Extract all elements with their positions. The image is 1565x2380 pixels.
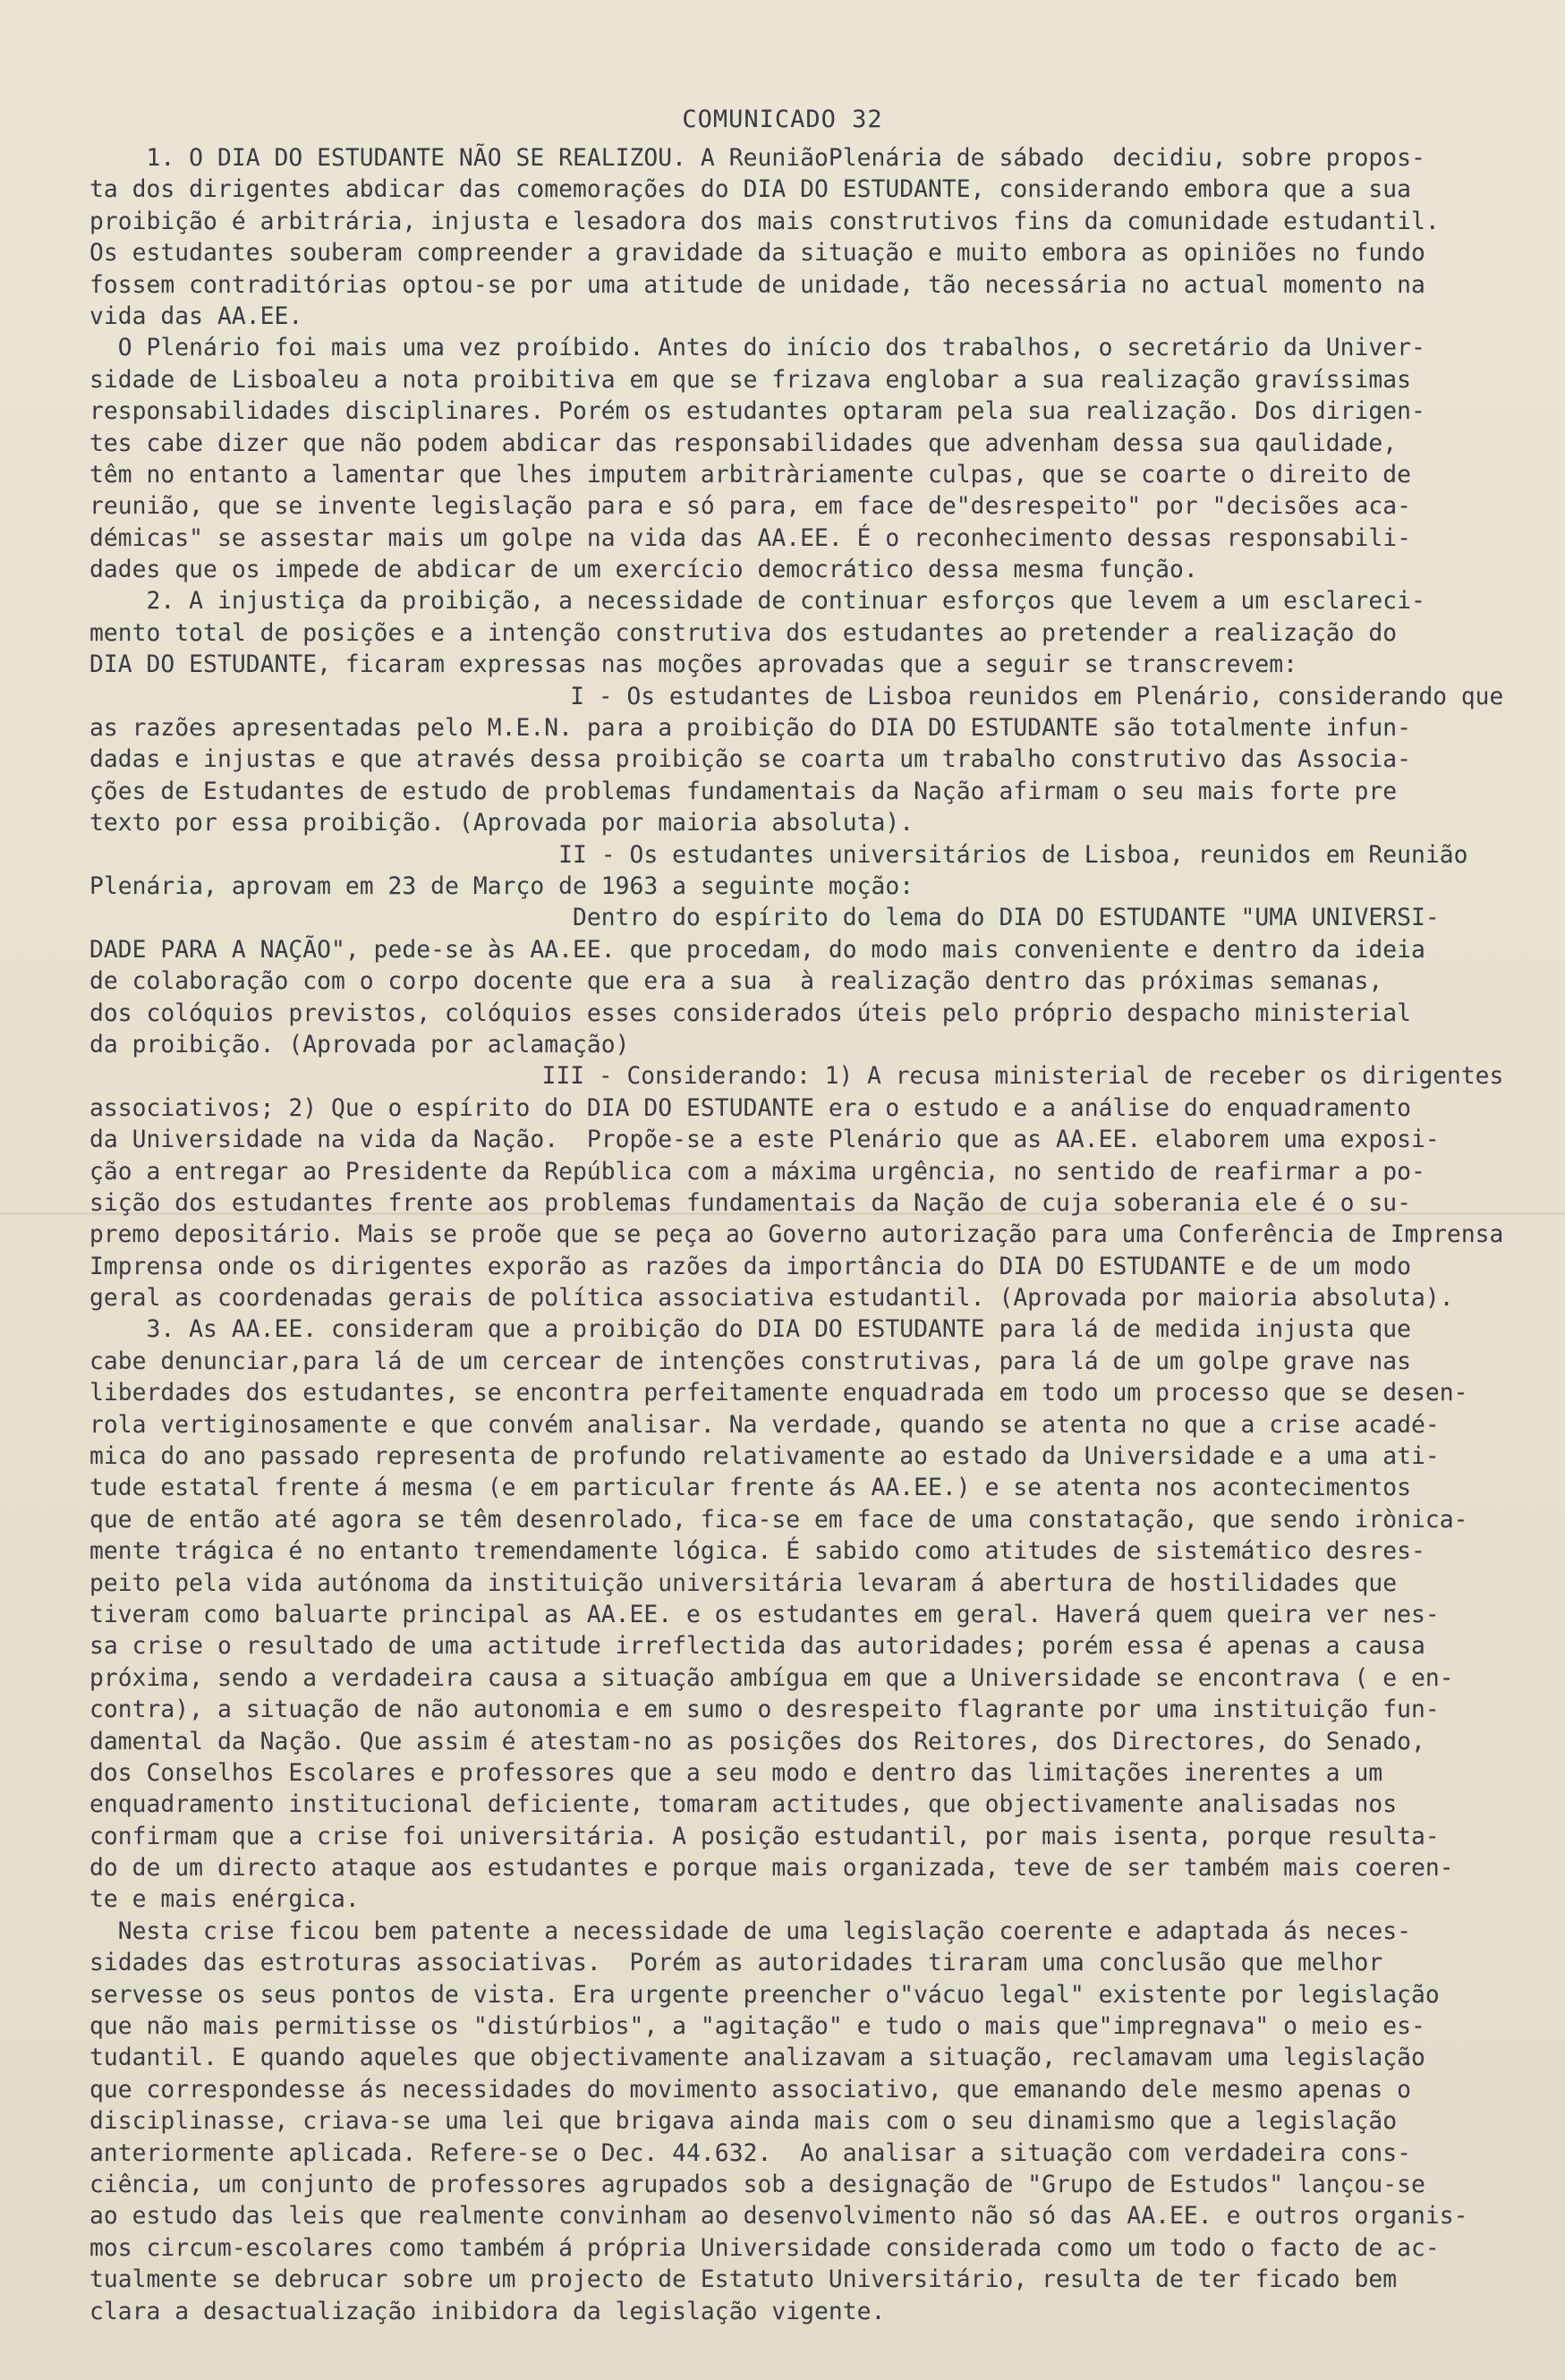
text-line: 1. O DIA DO ESTUDANTE NÃO SE REALIZOU. A ReuniãoPlenária de sábado decidiu, sobre propos- xyxy=(89,145,1425,172)
text-line: Nesta crise ficou bem patente a necessidade de uma legislação coerente e adaptada ás neces- xyxy=(89,1917,1412,1945)
text-line: que de então até agora se têm desenrolado, fica-se em face de uma constatação, que sendo irònica- xyxy=(89,1506,1468,1534)
text-line: reunião, que se invente legislação para e só para, em face de"desrespeito" por "decisões aca- xyxy=(89,493,1412,521)
text-line: mos circum-escolares como também á própria Universidade considerada como um todo o facto de ac- xyxy=(89,2234,1440,2262)
text-line: tude estatal frente á mesma (e em particular frente ás AA.EE.) e se atenta nos acontecimentos xyxy=(89,1475,1412,1502)
text-line: ta dos dirigentes abdicar das comemorações do DIA DO ESTUDANTE, considerando embora que a sua xyxy=(89,176,1412,204)
text-line: I - Os estudantes de Lisboa reunidos em Plenário, considerando que xyxy=(89,683,1504,710)
text-line: sidade de Lisboaleu a nota proibitiva em que se frizava englobar a sua realização gravíssimas xyxy=(89,366,1412,394)
text-line: que correspondesse ás necessidades do movimento associativo, que emanando dele mesmo apenas o xyxy=(89,2076,1412,2104)
text-line: responsabilidades disciplinares. Porém os estudantes optaram pela sua realização. Dos dirigen- xyxy=(89,398,1425,426)
text-line: Imprensa onde os dirigentes exporão as razões da importância do DIA DO ESTUDANTE e de um modo xyxy=(89,1253,1412,1280)
text-line: que não mais permitisse os "distúrbios", a "agitação" e tudo o mais que"impregnava" o meio es- xyxy=(89,2013,1425,2041)
text-line: anteriormente aplicada. Refere-se o Dec. 44.632. Ao analisar a situação com verdadeira cons- xyxy=(89,2139,1412,2167)
text-line: dades que os impede de abdicar de um exercício democrático dessa mesma função. xyxy=(89,557,1198,584)
text-line: de colaboração com o corpo docente que era a sua à realização dentro das próximas semanas, xyxy=(89,968,1383,996)
text-line: Dentro do espírito do lema do DIA DO ESTUDANTE "UMA UNIVERSI- xyxy=(89,905,1440,932)
text-line: proibição é arbitrária, injusta e lesadora dos mais construtivos fins da comunidade estudantil. xyxy=(89,208,1440,235)
text-line: da proibição. (Aprovada por aclamação) xyxy=(89,1031,630,1058)
text-line: Plenária, aprovam em 23 de Março de 1963 a seguinte moção: xyxy=(89,872,914,900)
text-line: démicas" se assestar mais um golpe na vida das AA.EE. É o reconhecimento dessas responsabili- xyxy=(89,524,1412,552)
text-line: II - Os estudantes universitários de Lisboa, reunidos em Reunião xyxy=(89,841,1468,869)
text-line: tualmente se debrucar sobre um projecto de Estatuto Universitário, resulta de ter ficado bem xyxy=(89,2266,1398,2294)
text-line: sa crise o resultado de uma actitude irreflectida das autoridades; porém essa é apenas a causa xyxy=(89,1633,1425,1661)
document-body xyxy=(89,143,1503,2328)
text-line: te e mais enérgica. xyxy=(89,1886,360,1914)
text-line: associativos; 2) Que o espírito do DIA DO ESTUDANTE era o estudo e a análise do enquadramento xyxy=(89,1094,1412,1122)
text-line: O Plenário foi mais uma vez proíbido. Antes do início dos trabalhos, o secretário da Univer- xyxy=(89,335,1425,362)
text-line: da Universidade na vida da Nação. Propõe-se a este Plenário que as AA.EE. elaborem uma exposi- xyxy=(89,1126,1440,1154)
text-line: damental da Nação. Que assim é atestam-no as posições dos Reitores, dos Directores, do Senado, xyxy=(89,1728,1425,1755)
text-line: servesse os seus pontos de vista. Era urgente preencher o"vácuo legal" existente por legislação xyxy=(89,1981,1440,2009)
text-line: mento total de posições e a intenção construtiva dos estudantes ao pretender a realização do xyxy=(89,619,1398,647)
text-line: 2. A injustiça da proibição, a necessidade de continuar esforços que levem a um esclareci- xyxy=(89,588,1425,616)
text-line: confirmam que a crise foi universitária. A posição estudantil, por mais isenta, porque resulta- xyxy=(89,1823,1440,1850)
text-line: as razões apresentadas pelo M.E.N. para a proibição do DIA DO ESTUDANTE são totalmente infun- xyxy=(89,715,1412,743)
text-line: premo depositário. Mais se proõe que se peça ao Governo autorização para uma Conferência de Imprensa xyxy=(89,1221,1504,1249)
text-line: clara a desactualização inibidora da legislação vigente. xyxy=(89,2298,886,2325)
text-line: dadas e injustas e que através dessa proibição se coarta um trabalho construtivo das Associa- xyxy=(89,746,1412,774)
text-line: III - Considerando: 1) A recusa ministerial de receber os dirigentes xyxy=(89,1063,1504,1091)
text-line: dos colóquios previstos, colóquios esses considerados úteis pelo próprio despacho ministerial xyxy=(89,999,1412,1027)
text-line: ção a entregar ao Presidente da República com a máxima urgência, no sentido de reafirmar a po- xyxy=(89,1158,1425,1186)
text-line: próxima, sendo a verdadeira causa a situação ambígua em que a Universidade se encontrava ( e en- xyxy=(89,1664,1454,1692)
text-line: mica do ano passado representa de profundo relativamente ao estado da Universidade e a uma ati- xyxy=(89,1443,1440,1471)
text-line: fossem contraditórias optou-se por uma atitude de unidade, tão necessária no actual momento na xyxy=(89,271,1425,299)
text-line: do de um directo ataque aos estudantes e porque mais organizada, teve de ser também mais coeren- xyxy=(89,1855,1454,1883)
text-line: tiveram como baluarte principal as AA.EE. e os estudantes em geral. Haverá quem queira ver nes- xyxy=(89,1601,1440,1628)
text-line: ciência, um conjunto de professores agrupados sob a designação de "Grupo de Estudos" lançou-se xyxy=(89,2172,1425,2198)
document-title: COMUNICADO 32 xyxy=(682,106,883,133)
text-line: mente trágica é no entanto tremendamente lógica. É sabido como atitudes de sistemático desres- xyxy=(89,1538,1425,1566)
text-line: enquadramento institucional deficiente, tomaram actitudes, que objectivamente analisadas nos xyxy=(89,1791,1398,1819)
text-line: DADE PARA A NAÇÃO", pede-se às AA.EE. que procedam, do modo mais conveniente e dentro da ideia xyxy=(89,936,1425,964)
text-line: contra), a situação de não autonomia e em sumo o desrespeito flagrante por uma instituição fun- xyxy=(89,1696,1440,1724)
text-line: sição dos estudantes frente aos problemas fundamentais da Nação de cuja soberania ele é o su- xyxy=(89,1189,1412,1217)
text-line: texto por essa proibição. (Aprovada por maioria absoluta). xyxy=(89,810,914,837)
text-line: rola vertiginosamente e que convém analisar. Na verdade, quando se atenta no que a crise acadé- xyxy=(89,1411,1440,1439)
text-line: liberdades dos estudantes, se encontra perfeitamente enquadrada em todo um processo que se desen- xyxy=(89,1380,1468,1407)
text-line: DIA DO ESTUDANTE, ficaram expressas nas moções aprovadas que a seguir se transcrevem: xyxy=(89,651,1297,679)
text-line: tudantil. E quando aqueles que objectivamente analizavam a situação, reclamavam uma legislação xyxy=(89,2044,1425,2072)
text-line: cabe denunciar,para lá de um cercear de intenções construtivas, para lá de um golpe grave nas xyxy=(89,1347,1412,1375)
text-line: geral as coordenadas gerais de política associativa estudantil. (Aprovada por maioria absoluta). xyxy=(89,1285,1454,1313)
text-line: 3. As AA.EE. consideram que a proibição do DIA DO ESTUDANTE para lá de medida injusta que xyxy=(89,1316,1412,1344)
text-line: vida das AA.EE. xyxy=(89,302,303,330)
text-line: tes cabe dizer que não podem abdicar das responsabilidades que advenham dessa sua qaulidade, xyxy=(89,429,1398,457)
text-line: peito pela vida autónoma da instituição universitária levaram á abertura de hostilidades que xyxy=(89,1569,1398,1597)
text-line: têm no entanto a lamentar que lhes imputem arbitràriamente culpas, que se coarte o direito de xyxy=(89,461,1412,489)
text-line: disciplinasse, criava-se uma lei que brigava ainda mais com o seu dinamismo que a legislação xyxy=(89,2108,1398,2136)
text-line: ao estudo das leis que realmente convinham ao desenvolvimento não só das AA.EE. e outros organis- xyxy=(89,2203,1468,2231)
text-line: ções de Estudantes de estudo de problemas fundamentais da Nação afirmam o seu mais forte pre xyxy=(89,778,1398,805)
text-line: dos Conselhos Escolares e professores que a seu modo e dentro das limitações inerentes a um xyxy=(89,1759,1383,1787)
text-line: sidades das estroturas associativas. Porém as autoridades tiraram uma conclusão que melhor xyxy=(89,1950,1383,1977)
text-line: Os estudantes souberam compreender a gravidade da situação e muito embora as opiniões no fundo xyxy=(89,240,1425,268)
